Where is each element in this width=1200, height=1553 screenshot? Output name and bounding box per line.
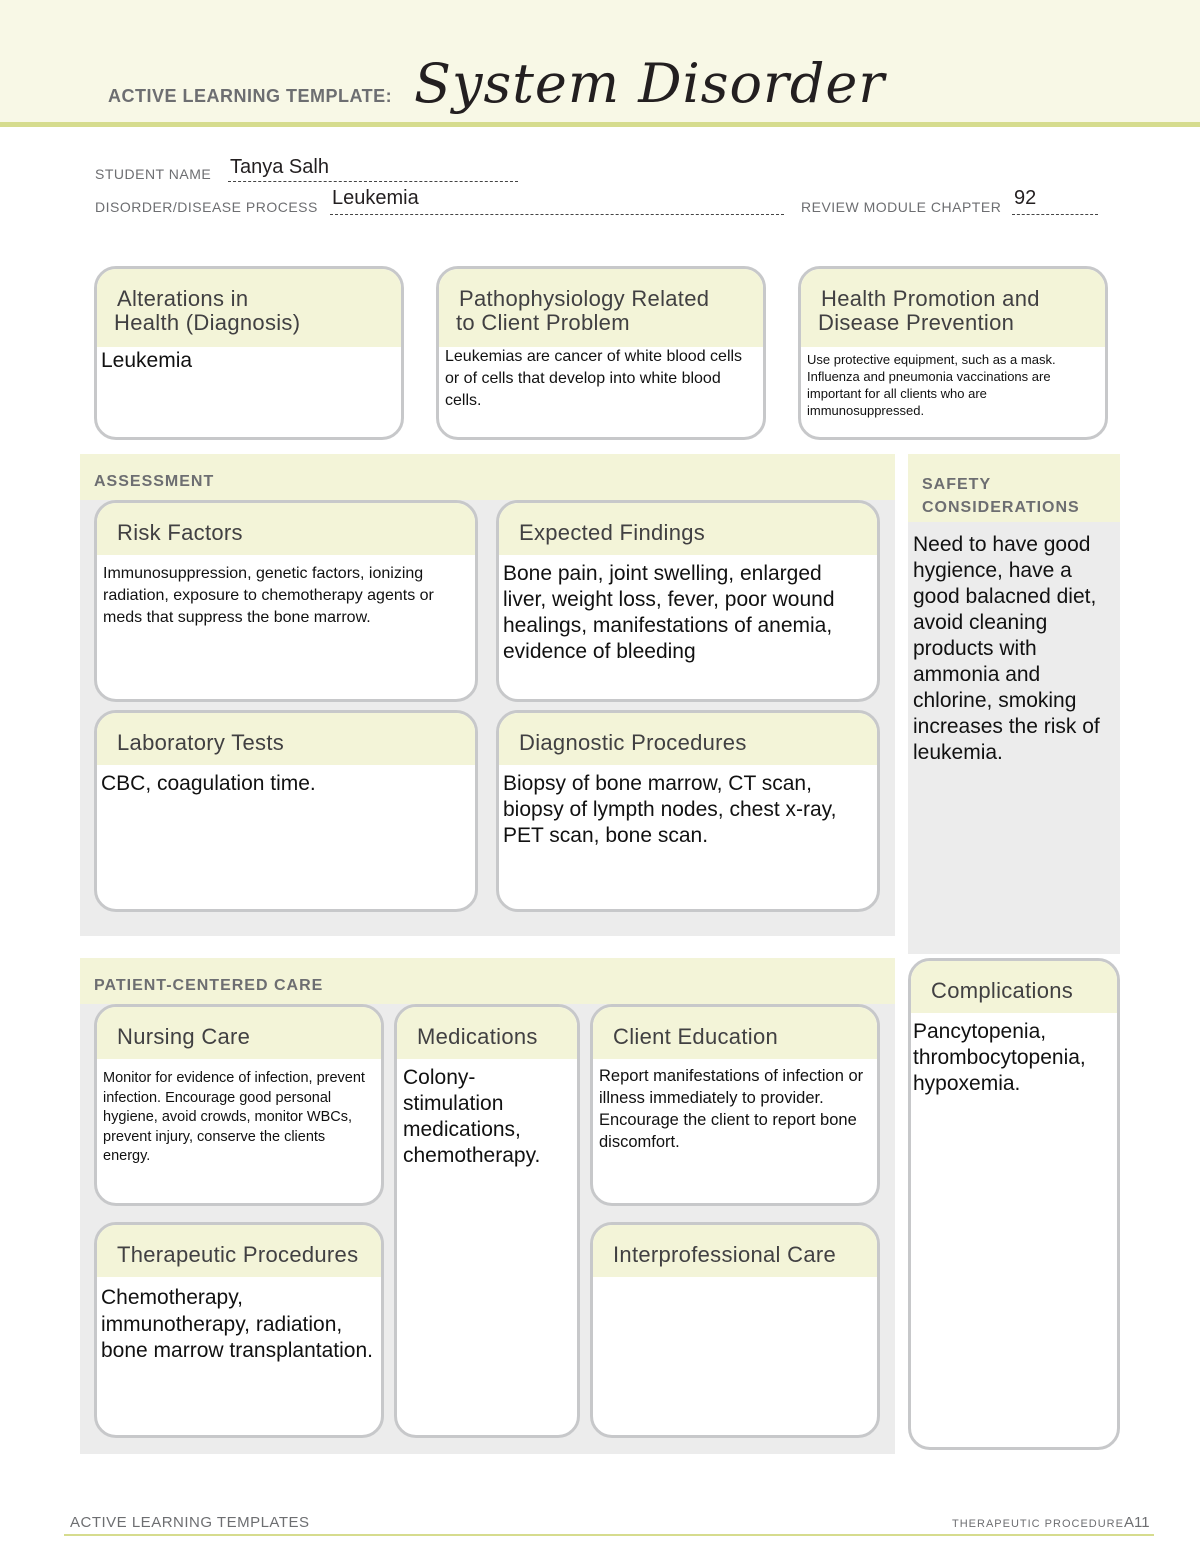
footer-right: THERAPEUTIC PROCEDURE [952,1518,1124,1530]
therapeutic-procedures-title: Therapeutic Procedures [97,1225,381,1277]
patient-care-title: PATIENT-CENTERED CARE [94,977,324,994]
medications-card [394,1004,580,1438]
alterations-card [94,266,404,440]
laboratory-tests-title: Laboratory Tests [97,713,475,765]
client-education-card [590,1004,880,1206]
expected-findings-title: Expected Findings [499,503,877,555]
alterations-title: Alterations in Health (Diagnosis) [97,269,401,347]
pathophysiology-text[interactable]: Leukemias are cancer of white blood cells or of cells that develop into white blood cells. [445,348,743,409]
health-promotion-card [798,266,1108,440]
expected-findings-text[interactable]: Bone pain, joint swelling, enlarged liver, weight loss, fever, poor wound healings, manifestations of anemia, evidence of bleeding [503,562,835,663]
medications-title: Medications [397,1007,577,1059]
template-label: ACTIVE LEARNING TEMPLATE: [108,86,393,106]
chapter-label: REVIEW MODULE CHAPTER [801,199,1002,215]
student-name-field[interactable]: Tanya Salh [230,156,329,178]
risk-factors-card [94,500,478,702]
footer-left: ACTIVE LEARNING TEMPLATES [70,1514,310,1531]
student-name-label: STUDENT NAME [95,166,212,182]
complications-card [908,958,1120,1450]
header-rule [0,122,1200,127]
medications-text[interactable]: Colony-stimulation medications, chemotherapy. [403,1066,541,1167]
interprofessional-care-title: Interprofessional Care [593,1225,877,1277]
risk-factors-title: Risk Factors [97,503,475,555]
chapter-field[interactable]: 92 [1014,187,1037,209]
disorder-line [330,213,784,215]
client-education-text[interactable]: Report manifestations of infection or illness immediately to provider. Encourage the client to report bone discomfort. [599,1067,864,1151]
health-promotion-text[interactable]: Use protective equipment, such as a mask. Influenza and pneumonia vaccinations are important for all clients who are immunosuppressed. [807,352,1056,418]
client-education-title: Client Education [593,1007,877,1059]
nursing-care-text[interactable]: Monitor for evidence of infection, prevent infection. Encourage good personal hygiene, avoid crowds, monitor WBCs, prevent injury, conserve the clients energy. [103,1070,365,1164]
page-number: A11 [1124,1514,1150,1531]
template-title: System Disorder [414,52,886,115]
therapeutic-procedures-text[interactable]: Chemotherapy, immunotherapy, radiation, bone marrow transplantation. [101,1286,373,1362]
student-name-line [228,180,518,182]
safety-title: SAFETY CONSIDERATIONS [922,476,1080,516]
health-promotion-title: Health Promotion and Disease Prevention [801,269,1105,347]
alterations-text[interactable]: Leukemia [101,349,193,372]
footer-rule [64,1534,1154,1536]
expected-findings-card [496,500,880,702]
nursing-care-card [94,1004,384,1206]
nursing-care-title: Nursing Care [97,1007,381,1059]
therapeutic-procedures-card [94,1222,384,1438]
risk-factors-text[interactable]: Immunosuppression, genetic factors, ionizing radiation, exposure to chemotherapy agents or meds that suppress the bone marrow. [103,565,434,626]
complications-text[interactable]: Pancytopenia, thrombocytopenia, hypoxemia. [913,1020,1086,1095]
pathophysiology-card [436,266,766,440]
disorder-label: DISORDER/DISEASE PROCESS [95,199,318,215]
chapter-line [1012,213,1098,215]
pathophysiology-title: Pathophysiology Related to Client Problem [439,269,763,347]
assessment-title: ASSESSMENT [94,473,215,490]
complications-title: Complications [911,961,1117,1013]
diagnostic-procedures-title: Diagnostic Procedures [499,713,877,765]
laboratory-tests-card [94,710,478,912]
disorder-field[interactable]: Leukemia [332,187,419,209]
safety-text[interactable]: Need to have good hygience, have a good balacned diet, avoid cleaning products with ammonia and chlorine, smoking increases the risk of leukemia. [913,533,1100,764]
interprofessional-care-card [590,1222,880,1438]
laboratory-tests-text[interactable]: CBC, coagulation time. [101,772,316,795]
diagnostic-procedures-card [496,710,880,912]
diagnostic-procedures-text[interactable]: Biopsy of bone marrow, CT scan, biopsy of lympth nodes, chest x-ray, PET scan, bone scan. [503,772,837,847]
